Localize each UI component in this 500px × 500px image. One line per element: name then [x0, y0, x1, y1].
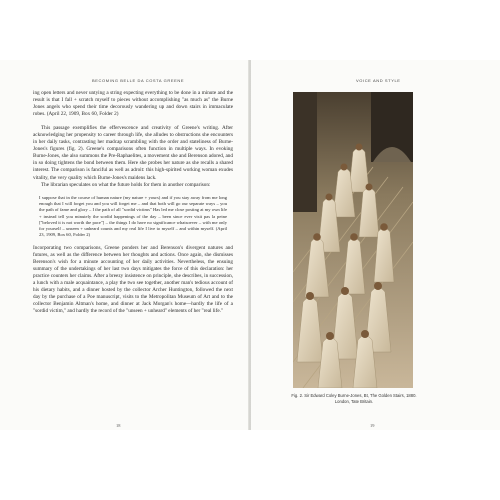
painting-figure — [293, 92, 413, 388]
paragraph: This passage exemplifies the effervescence and creativity of Greene's writing. After acknowledging her propensity to career through life, she alludes to obstructions she encounters in her daily tasks, contrasting her madcap scrambling with the order and stateliness of Burne-Jones's figures (fig. 2). Greene's comparisons often function in multiple ways. In evoking Burne-Jones, she also summons the Pre-Raphaelites, a movement she and Berenson adored, and in so doing tightens the bond between them. Here she probes her nature as she recalls a shared interest. The comparison is fanciful as well as adroit: this high-spirited working woman exudes vitality, the very quality which Burne-Jones's maidens lack. — [33, 125, 233, 181]
right-page — [251, 60, 500, 430]
block-quote: I suppose that in the course of human nature (my nature + yours) and if you stay away from me long enough that I will forget you and you will forget me – and that both will go our separate ways – you the path of fame and glory – I the path of all "sordid victims" Has led me close posting at my own life + instead tell you minutely the sordid happenings of the day – been since ever visit pas la peine ["beloved it is not worth the pace"] – the things I do have no significance whatsoever – with me only for yourself – unseen + unheard counts and my real life I live to myself – and within myself. (April 23, 1909, Box 60, Folder 2) — [39, 194, 227, 238]
paragraph: ing open letters and never untying a string expecting everything to be done in a minute and the result is that I fall + scratch myself to pieces without accomplishing "as much as" the Burne Jones angels who spend their time decorously wandering up and down stairs in immaculate robes. (April 22, 1909, Box 60, Folder 2) — [33, 90, 233, 118]
figure-caption: Fig. 2. Sir Edward Coley Burne-Jones, Bt, The Golden Stairs, 1880. London, Tate Britain. — [291, 393, 417, 404]
golden-stairs-painting — [293, 92, 413, 388]
running-head-right: VOICE AND STYLE — [356, 78, 401, 83]
painting-wall — [293, 92, 317, 212]
left-page-text — [33, 90, 233, 315]
book-spread — [0, 60, 500, 430]
paragraph: Incorporating two comparisons, Greene ponders her and Berenson's divergent natures and futures, as well as the difference between her thoughts and actions. Once again, she dismisses Berenson's wish for a minute accounting of her daily activities. Nevertheless, the ensuing summary of the undertakings of her last two days mitigates the force of this declaration: her practice counters her claims. After a breezy insistence on principle, she describes, in succession, a lunch with a male acquaintance, a play the two see together, another man's tedious account of his dietary habits, and a dinner hosted by the collector Archer Huntington, followed the next day by the purchase of a Poe manuscript, visits to the Metropolitan Museum of Art and to the collector Benjamin Altman's home, and dinner at Jack Morgan's home—hardly the life of a "sordid victim," and hardly the record of the "unseen + unheard" elements of her "real life." — [33, 244, 233, 315]
page-number-right: 19 — [370, 423, 375, 428]
running-head-left: BECOMING BELLE DA COSTA GREENE — [92, 78, 185, 83]
paragraph: The librarian speculates on what the future holds for them in another comparison: — [41, 181, 211, 188]
page-number-left: 18 — [116, 423, 121, 428]
left-page — [0, 60, 249, 430]
